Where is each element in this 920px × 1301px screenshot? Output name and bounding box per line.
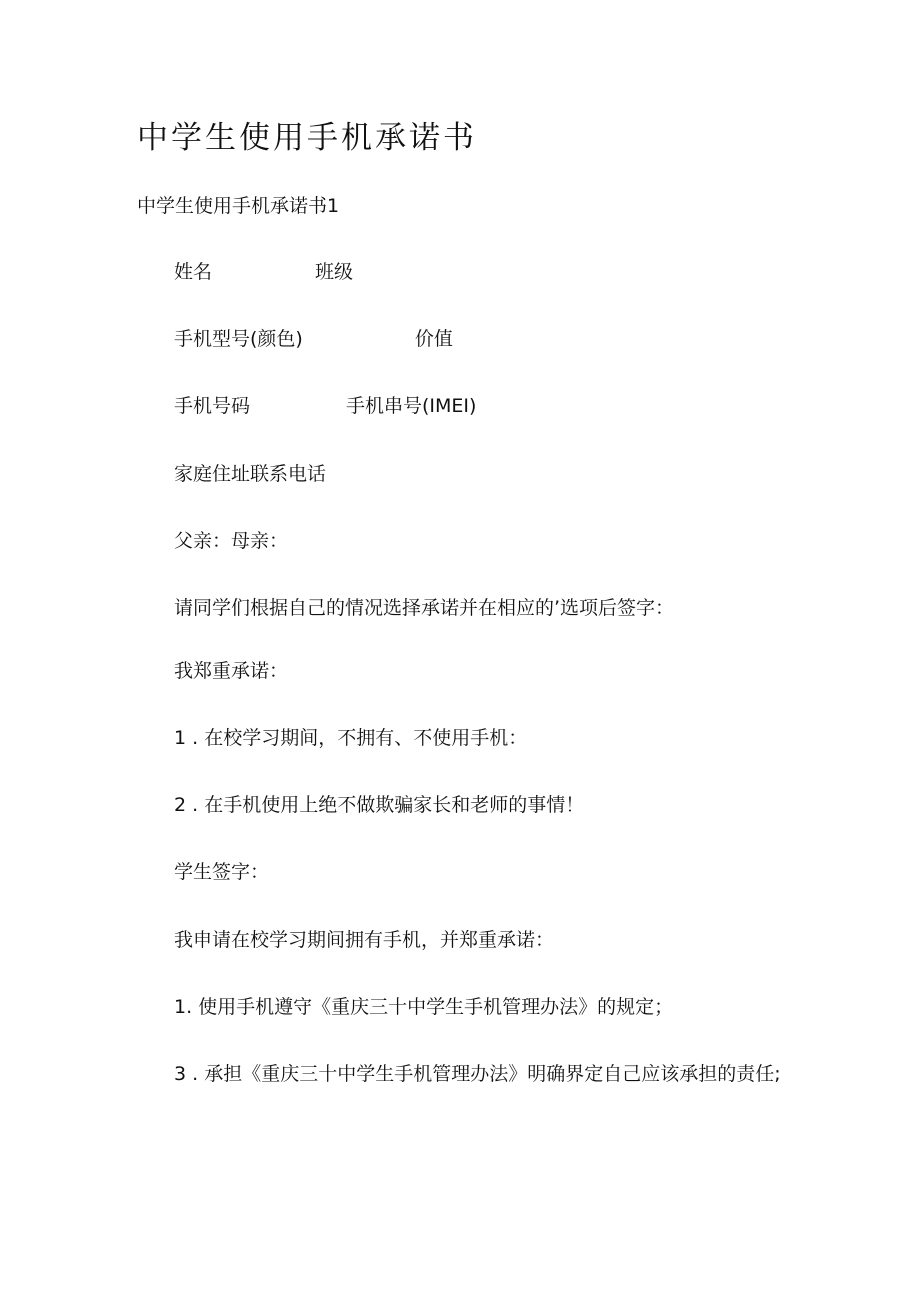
class-label: 班级	[315, 261, 354, 283]
application-item: 1. 使用手机遵守《重庆三十中学生手机管理办法》的规定；	[174, 996, 674, 1018]
model-label: 手机型号(颜色)	[174, 328, 303, 350]
phone-imei-row	[174, 392, 476, 420]
application-intro: 我申请在校学习期间拥有手机，并郑重承诺：	[174, 929, 555, 951]
phone-label: 手机号码	[174, 395, 251, 417]
model-value-row	[174, 325, 453, 353]
pledge-item: 2 . 在手机使用上绝不做欺骗家长和老师的事情！	[174, 794, 585, 816]
application-item: 3 . 承担《重庆三十中学生手机管理办法》明确界定自己应该承担的责任;	[174, 1063, 781, 1085]
section-title: 中学生使用手机承诺书1	[137, 195, 340, 217]
document-title: 中学生使用手机承诺书	[137, 120, 477, 156]
pledge-item: 1 . 在校学习期间，不拥有、不使用手机：	[174, 727, 528, 749]
value-label: 价值	[414, 328, 453, 350]
pledge-intro: 我郑重承诺：	[174, 660, 289, 682]
parents-row: 父亲：母亲：	[174, 530, 289, 552]
student-signature-label: 学生签字：	[174, 861, 270, 883]
name-class-row	[174, 258, 353, 286]
address-phone-row: 家庭住址联系电话	[174, 463, 327, 485]
name-label: 姓名	[174, 261, 213, 283]
imei-label: 手机串号(IMEI)	[346, 395, 477, 417]
instruction-text: 请同学们根据自己的情况选择承诺并在相应的’选项后签字：	[174, 597, 675, 619]
